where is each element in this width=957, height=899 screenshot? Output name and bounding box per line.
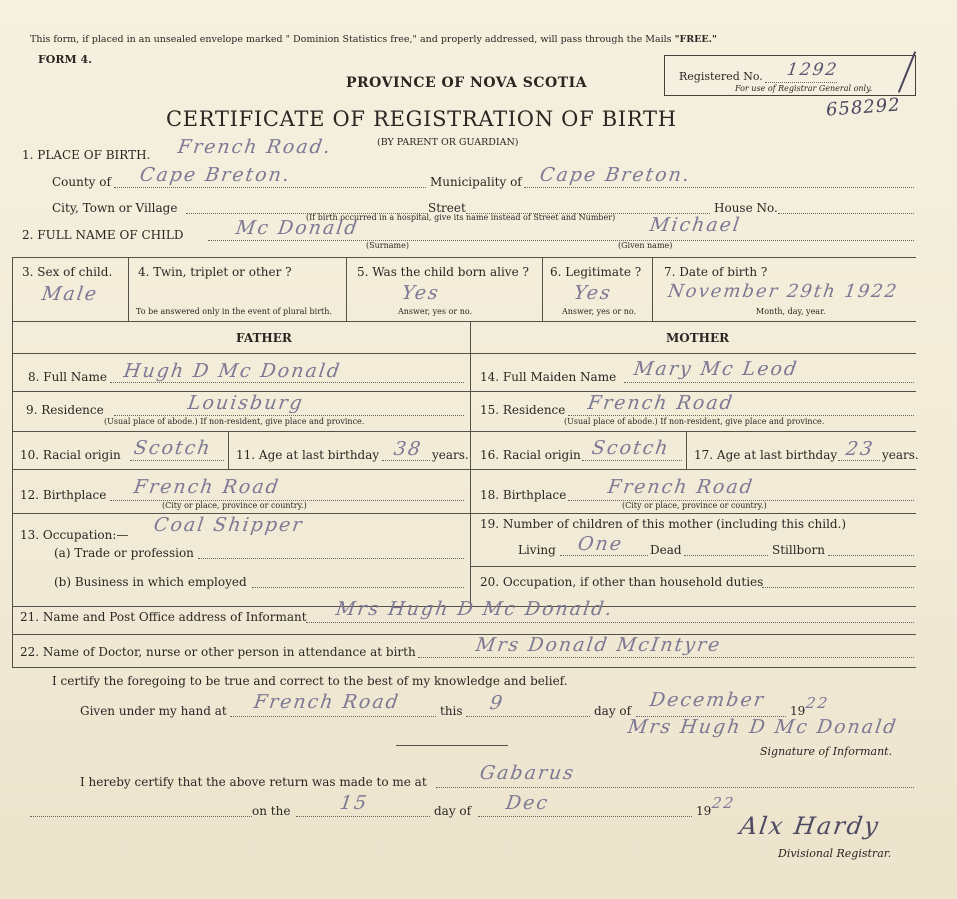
- child-given-name: Michael: [648, 214, 743, 236]
- informant-signature-caption: Signature of Informant.: [760, 745, 893, 758]
- registration-year: 22: [710, 794, 737, 812]
- street-label: Street: [428, 201, 466, 215]
- place-value: French Road.: [176, 136, 334, 158]
- doctor-value: Mrs Donald McIntyre: [474, 634, 723, 656]
- father-residence-label: 9. Residence: [26, 403, 104, 417]
- mail-notice: This form, if placed in an unsealed envelope marked " Dominion Statistics free," and properly addressed, will pass through the Mails "FREE.": [30, 34, 717, 45]
- dob-note: Month, day, year.: [756, 307, 826, 316]
- mother-residence-label: 15. Residence: [480, 403, 566, 417]
- registrar-note: For use of Registrar General only.: [735, 84, 873, 93]
- mother-name-label: 14. Full Maiden Name: [480, 370, 617, 384]
- registered-number: 1292: [785, 60, 840, 80]
- father-heading: FATHER: [236, 331, 292, 345]
- father-origin-label: 10. Racial origin: [20, 448, 121, 462]
- father-name: Hugh D Mc Donald: [122, 360, 343, 382]
- registrar-signature: Alx Hardy: [738, 812, 882, 840]
- reg-day-of-label: day of: [434, 804, 472, 818]
- doctor-label: 22. Name of Doctor, nurse or other person in attendance at birth: [20, 645, 416, 659]
- sex-label: 3. Sex of child.: [22, 265, 113, 279]
- dead-label: Dead: [650, 543, 682, 557]
- father-occupation-label: 13. Occupation:—: [20, 528, 129, 542]
- father-origin: Scotch: [132, 437, 214, 459]
- hospital-note: (If birth occurred in a hospital, give its name instead of Street and Number): [306, 213, 616, 222]
- province-heading: PROVINCE OF NOVA SCOTIA: [346, 75, 588, 91]
- registrar-box: [664, 55, 916, 96]
- left-margin-rule: [12, 257, 13, 667]
- mother-residence: French Road: [586, 392, 736, 414]
- father-residence-note: (Usual place of abode.) If non-resident, give place and province.: [104, 417, 365, 426]
- registration-month: Dec: [504, 792, 551, 814]
- child-name-label: 2. FULL NAME OF CHILD: [22, 228, 184, 242]
- father-age: 38: [392, 438, 424, 460]
- registration-day: 15: [338, 792, 370, 814]
- alive-label: 5. Was the child born alive ?: [357, 265, 529, 279]
- place-label: 1. PLACE OF BIRTH.: [22, 148, 151, 162]
- father-birthplace-note: (City or place, province or country.): [162, 501, 307, 510]
- given-year: 22: [804, 694, 831, 712]
- mother-children-label: 19. Number of children of this mother (including this child.): [480, 517, 847, 531]
- mother-origin-label: 16. Racial origin: [480, 448, 581, 462]
- on-the-label: on the: [252, 804, 291, 818]
- mother-residence-note: (Usual place of abode.) If non-resident, give place and province.: [564, 417, 825, 426]
- given-caption: (Given name): [618, 241, 673, 250]
- this-label: this: [440, 704, 463, 718]
- surname-caption: (Surname): [366, 241, 409, 250]
- father-age-unit: years.: [432, 448, 469, 462]
- child-surname: Mc Donald: [234, 217, 361, 239]
- father-name-label: 8. Full Name: [28, 370, 107, 384]
- business-label: (b) Business in which employed: [54, 575, 247, 589]
- page-subtitle: (BY PARENT OR GUARDIAN): [377, 137, 519, 148]
- father-age-label: 11. Age at last birthday: [236, 448, 380, 462]
- alive-note: Answer, yes or no.: [398, 307, 473, 316]
- given-place: French Road: [252, 691, 402, 713]
- mother-maiden-name: Mary Mc Leod: [632, 358, 800, 380]
- municipality-value: Cape Breton.: [538, 164, 693, 186]
- living-count: One: [576, 533, 625, 555]
- informant-signature: Mrs Hugh D Mc Donald: [626, 716, 900, 738]
- dob-value: November 29th 1922: [666, 281, 900, 302]
- mother-birthplace: French Road: [606, 476, 756, 498]
- house-label: House No.: [714, 201, 778, 215]
- informant-value: Mrs Hugh D Mc Donald.: [334, 598, 616, 620]
- informant-label: 21. Name and Post Office address of Informant: [20, 610, 307, 624]
- registrar-place: Gabarus: [478, 762, 577, 784]
- registrar-statement: I hereby certify that the above return was made to me at: [80, 775, 427, 789]
- living-label: Living: [518, 543, 556, 557]
- mother-age-label: 17. Age at last birthday: [694, 448, 838, 462]
- alive-value: Yes: [400, 282, 442, 304]
- given-day: 9: [488, 692, 506, 714]
- mother-birthplace-note: (City or place, province or country.): [622, 501, 767, 510]
- city-label: City, Town or Village: [52, 201, 178, 215]
- twin-label: 4. Twin, triplet or other ?: [138, 265, 292, 279]
- sex-value: Male: [40, 283, 100, 305]
- county-label: County of: [52, 175, 111, 189]
- certify-statement: I certify the foregoing to be true and correct to the best of my knowledge and belief.: [52, 674, 568, 688]
- stamp-number: 658292: [825, 94, 902, 121]
- mother-age-unit: years.: [882, 448, 919, 462]
- father-occupation: Coal Shipper: [152, 514, 305, 536]
- given-month: December: [648, 689, 767, 711]
- mother-origin: Scotch: [590, 437, 672, 459]
- mother-heading: MOTHER: [666, 331, 730, 345]
- page-title: CERTIFICATE OF REGISTRATION OF BIRTH: [166, 107, 677, 131]
- dob-label: 7. Date of birth ?: [664, 265, 768, 279]
- reg-year-prefix: 19: [696, 804, 712, 818]
- form-number: FORM 4.: [38, 53, 93, 66]
- trade-label: (a) Trade or profession: [54, 546, 194, 560]
- legit-value: Yes: [572, 282, 614, 304]
- legit-note: Answer, yes or no.: [562, 307, 637, 316]
- legit-label: 6. Legitimate ?: [550, 265, 642, 279]
- father-birthplace-label: 12. Birthplace: [20, 488, 107, 502]
- registered-label: Registered No.: [679, 70, 763, 83]
- day-of-label: day of: [594, 704, 632, 718]
- father-residence: Louisburg: [186, 392, 306, 414]
- mother-birthplace-label: 18. Birthplace: [480, 488, 567, 502]
- father-birthplace: French Road: [132, 476, 282, 498]
- county-value: Cape Breton.: [138, 164, 293, 186]
- year-prefix: 19: [790, 704, 806, 718]
- stillborn-label: Stillborn: [772, 543, 825, 557]
- twin-note: To be answered only in the event of plural birth.: [136, 307, 332, 316]
- mother-occupation-label: 20. Occupation, if other than household duties: [480, 575, 764, 589]
- given-label: Given under my hand at: [80, 704, 227, 718]
- municipality-label: Municipality of: [430, 175, 522, 189]
- mother-age: 23: [844, 438, 876, 460]
- registrar-signature-caption: Divisional Registrar.: [778, 847, 892, 860]
